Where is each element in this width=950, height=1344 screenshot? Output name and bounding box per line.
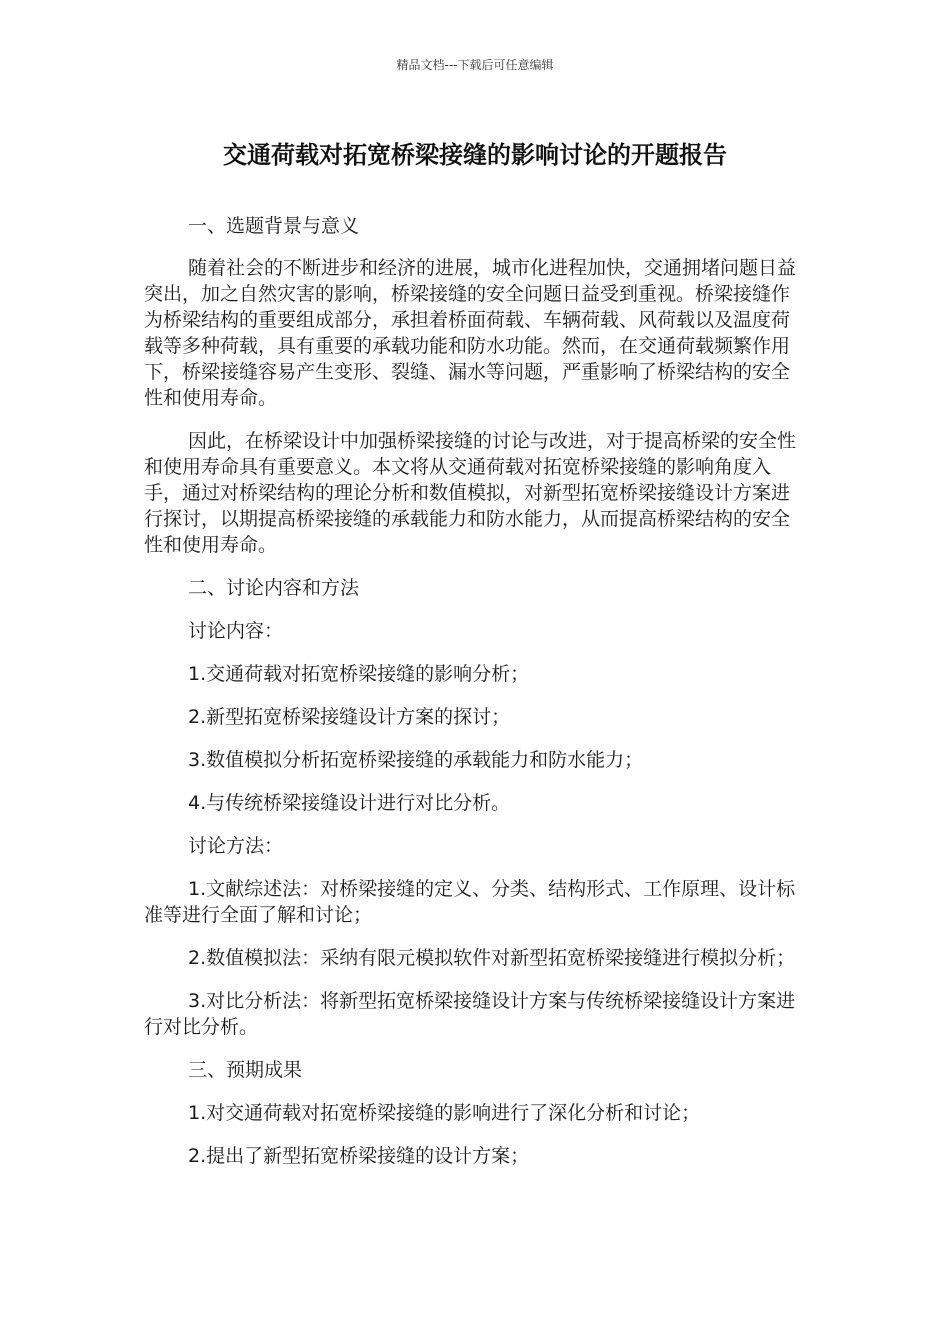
- paragraph-significance: 因此，在桥梁设计中加强桥梁接缝的讨论与改进，对于提高桥梁的安全性和使用寿命具有重要意义。本文将从交通荷载对拓宽桥梁接缝的影响角度入手，通过对桥梁结构的理论分析和数值模拟，对新型拓宽桥梁接缝设计方案进行探讨，以期提高桥梁接缝的承载能力和防水能力，从而提高桥梁结构的安全性和使用寿命。: [144, 430, 797, 556]
- list-item: 3.数值模拟分析拓宽桥梁接缝的承载能力和防水能力；: [188, 749, 644, 771]
- page-header: 精品文档---下载后可任意编辑: [396, 58, 554, 72]
- list-item: 1.文献综述法：对桥梁接缝的定义、分类、结构形式、工作原理、设计标准等进行全面了解和讨论；: [144, 878, 796, 926]
- document-title: 交通荷载对拓宽桥梁接缝的影响讨论的开题报告: [223, 141, 727, 169]
- subheading-methods: 讨论方法：: [188, 835, 284, 857]
- list-item: 1.对交通荷载对拓宽桥梁接缝的影响进行了深化分析和讨论；: [188, 1102, 701, 1124]
- list-item: 1.交通荷载对拓宽桥梁接缝的影响分析；: [188, 663, 530, 685]
- section-heading-content-methods: 二、讨论内容和方法: [188, 577, 360, 599]
- list-item: 2.新型拓宽桥梁接缝设计方案的探讨；: [188, 706, 511, 728]
- list-item: 4.与传统桥梁接缝设计进行对比分析。: [188, 792, 511, 814]
- document-body: [144, 213, 800, 1169]
- section-heading-expected-results: 三、预期成果: [188, 1059, 303, 1081]
- list-item: 2.提出了新型拓宽桥梁接缝的设计方案；: [188, 1145, 530, 1167]
- paragraph-background: 随着社会的不断进步和经济的进展，城市化进程加快，交通拥堵问题日益突出，加之自然灾害的影响，桥梁接缝的安全问题日益受到重视。桥梁接缝作为桥梁结构的重要组成部分，承担着桥面荷载、车辆荷载、风荷载以及温度荷载等多种荷载，具有重要的承载功能和防水功能。然而，在交通荷载频繁作用下，桥梁接缝容易产生变形、裂缝、漏水等问题，严重影响了桥梁结构的安全性和使用寿命。: [144, 257, 797, 409]
- list-item: 3.对比分析法：将新型拓宽桥梁接缝设计方案与传统桥梁接缝设计方案进行对比分析。: [144, 990, 796, 1038]
- subheading-content: 讨论内容：: [188, 620, 284, 642]
- list-item: 2.数值模拟法：采纳有限元模拟软件对新型拓宽桥梁接缝进行模拟分析；: [188, 947, 796, 969]
- section-heading-background: 一、选题背景与意义: [188, 215, 360, 237]
